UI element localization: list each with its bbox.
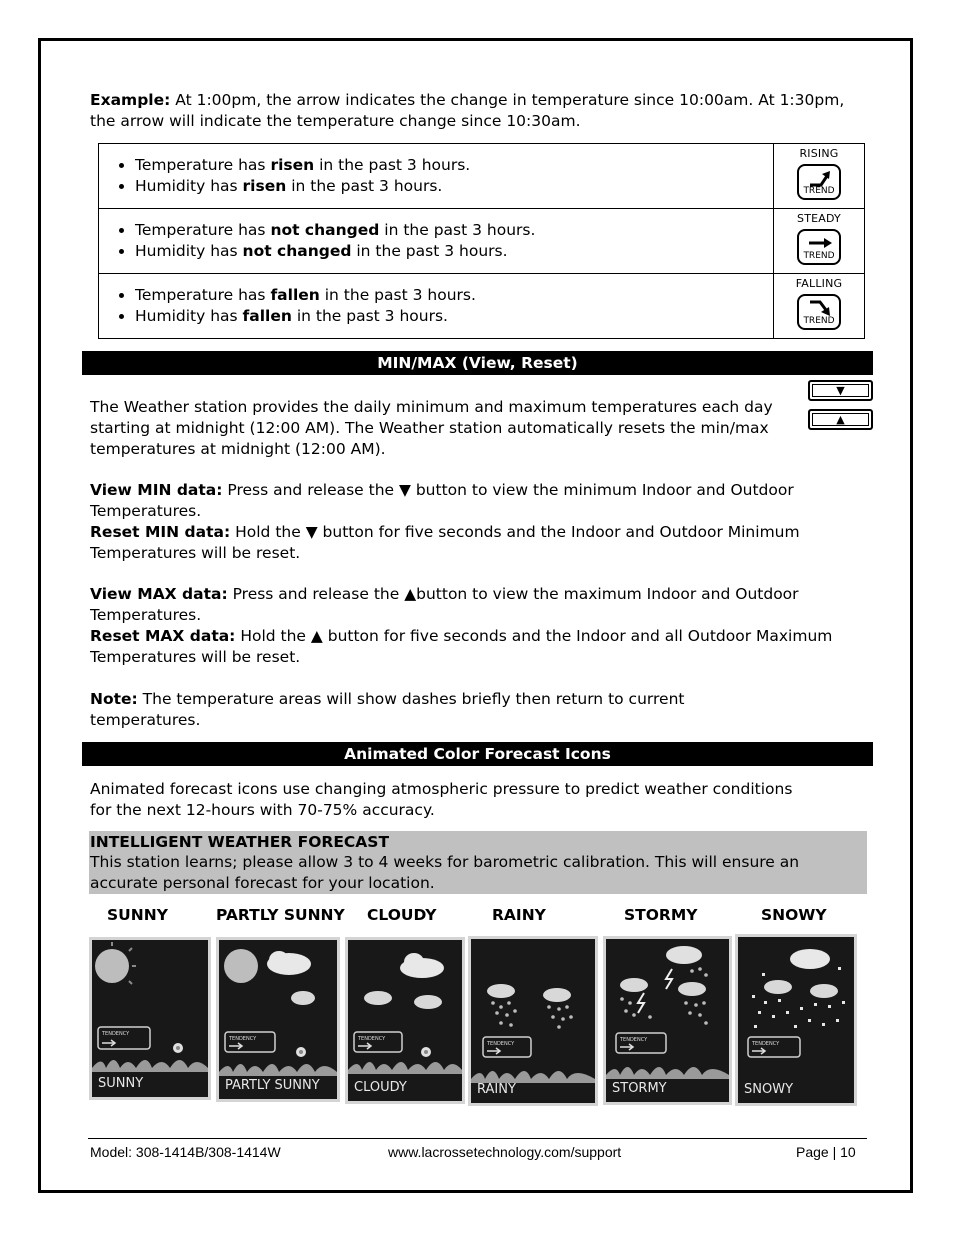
note-text: The temperature areas will show dashes briefly then return to current temperatures. <box>90 690 685 729</box>
note-paragraph <box>90 689 790 731</box>
intelligent-forecast-text: This station learns; please allow 3 to 4 weeks for barometric calibration. This will ensure an accurate personal forecast for your location. <box>90 853 800 892</box>
trend-line: • Humidity has not changed in the past 3 hours. <box>135 241 773 262</box>
trend-line: • Humidity has risen in the past 3 hours. <box>135 176 773 197</box>
example-paragraph <box>90 90 865 132</box>
trend-text-cell <box>99 144 774 209</box>
stormy-panel-name: STORMY <box>612 1081 667 1096</box>
rainy-panel-name: RAINY <box>477 1082 516 1097</box>
trend-text-cell <box>99 274 774 339</box>
cloudy-panel-name: CLOUDY <box>354 1080 407 1095</box>
stormy-forecast-icon <box>603 936 732 1105</box>
example-label: Example: <box>90 91 171 109</box>
svg-text:TENDENCY: TENDENCY <box>752 1041 780 1047</box>
trend-line: • Temperature has fallen in the past 3 hours. <box>135 285 773 306</box>
trend-row-steady <box>99 209 865 274</box>
forecast-label-stormy: STORMY <box>624 906 698 924</box>
cloudy-forecast-icon <box>345 937 465 1104</box>
trend-text-cell <box>99 209 774 274</box>
svg-text:TENDENCY: TENDENCY <box>229 1036 257 1042</box>
reset-max-label: Reset MAX data: <box>90 627 236 645</box>
partly-sunny-panel-name: PARTLY SUNNY <box>225 1078 320 1093</box>
reset-min-label: Reset MIN data: <box>90 523 231 541</box>
example-text: At 1:00pm, the arrow indicates the change in temperature since 10:00am. At 1:30pm, the arrow will indicate the temperature change since 10:30am. <box>90 91 845 130</box>
forecast-intro: Animated forecast icons use changing atmospheric pressure to predict weather conditions for the next 12-hours with 70-75% accuracy. <box>90 780 793 819</box>
trend-line: • Temperature has risen in the past 3 hours. <box>135 155 773 176</box>
forecast-label-snowy: SNOWY <box>761 906 827 924</box>
view-max-label: View MAX data: <box>90 585 228 603</box>
view-max-text: Press and release the ▲button to view the maximum Indoor and Outdoor Temperatures. <box>90 585 799 624</box>
intelligent-forecast-title: INTELLIGENT WEATHER FORECAST <box>90 833 390 851</box>
partly-sunny-forecast-icon <box>216 937 340 1102</box>
forecast-heading: Animated Color Forecast Icons <box>82 742 873 766</box>
svg-text:TENDENCY: TENDENCY <box>620 1037 648 1043</box>
svg-text:TENDENCY: TENDENCY <box>358 1036 386 1042</box>
trend-label-falling: FALLING <box>795 277 843 290</box>
footer-model: Model: 308-1414B/308-1414W <box>90 1144 281 1160</box>
sunny-panel-name: SUNNY <box>98 1076 144 1091</box>
footer-url[interactable]: www.lacrossetechnology.com/support <box>388 1144 622 1160</box>
trend-line: • Humidity has fallen in the past 3 hours. <box>135 306 773 327</box>
down-button-icon: ▼ <box>808 380 873 401</box>
note-label: Note: <box>90 690 138 708</box>
sunny-forecast-icon <box>89 937 211 1100</box>
reset-max-text: Hold the ▲ button for five seconds and the Indoor and all Outdoor Maximum Temperatures will be reset. <box>90 627 833 666</box>
trend-table <box>98 143 865 339</box>
falling-trend-icon: TREND <box>797 294 841 330</box>
footer-page-number: Page | 10 <box>796 1144 856 1160</box>
forecast-label-sunny: SUNNY <box>107 906 168 924</box>
forecast-label-partly-sunny: PARTLY SUNNY <box>216 906 345 924</box>
snowy-forecast-icon <box>735 934 857 1106</box>
footer-divider <box>88 1138 867 1139</box>
snowy-panel-name: SNOWY <box>744 1082 794 1097</box>
view-max-paragraph <box>90 584 865 668</box>
trend-label-steady: STEADY <box>797 212 841 225</box>
trend-line: • Temperature has not changed in the past 3 hours. <box>135 220 773 241</box>
rainy-forecast-icon <box>468 936 598 1106</box>
rising-trend-icon: TREND <box>797 164 841 200</box>
trend-icon-cell <box>774 209 865 274</box>
trend-row-falling <box>99 274 865 339</box>
view-min-paragraph <box>90 480 865 564</box>
svg-text:TENDENCY: TENDENCY <box>487 1041 515 1047</box>
trend-icon-cell <box>774 144 865 209</box>
minmax-intro: The Weather station provides the daily minimum and maximum temperatures each day starting at midnight (12:00 AM). The Weather station automatically resets the min/max temperatures at midnight (12:00 AM). <box>90 398 773 458</box>
steady-trend-icon: TREND <box>797 229 841 265</box>
up-button-icon: ▲ <box>808 409 873 430</box>
minmax-heading: MIN/MAX (View, Reset) <box>82 351 873 375</box>
trend-icon-cell <box>774 274 865 339</box>
trend-label-rising: RISING <box>799 147 839 160</box>
forecast-label-cloudy: CLOUDY <box>367 906 437 924</box>
trend-row-rising <box>99 144 865 209</box>
view-min-text: Press and release the ▼ button to view the minimum Indoor and Outdoor Temperatures. <box>90 481 794 520</box>
view-min-label: View MIN data: <box>90 481 223 499</box>
svg-text:TENDENCY: TENDENCY <box>102 1031 130 1037</box>
forecast-label-rainy: RAINY <box>492 906 546 924</box>
reset-min-text: Hold the ▼ button for five seconds and the Indoor and Outdoor Minimum Temperatures will be reset. <box>90 523 800 562</box>
